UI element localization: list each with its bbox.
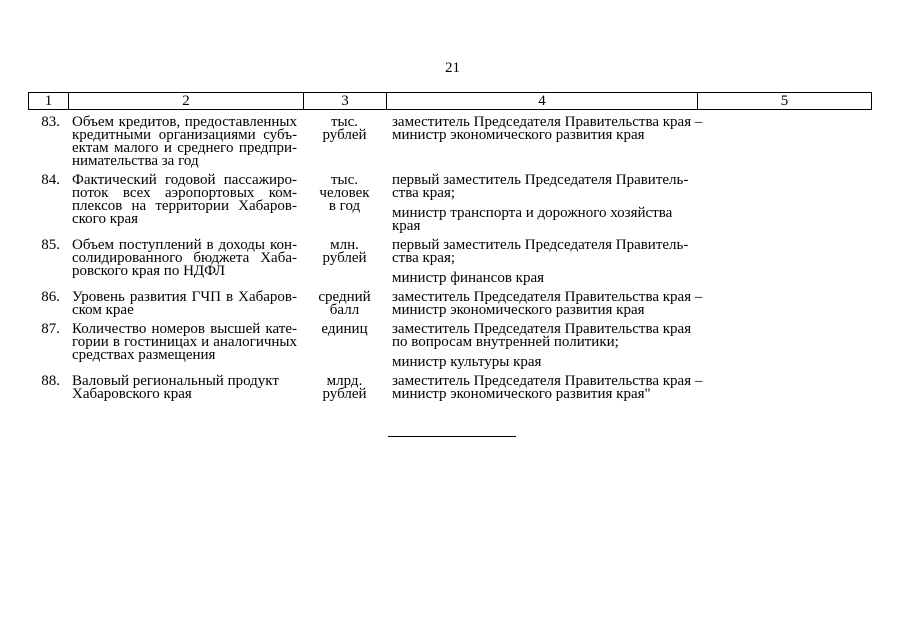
responsible-line: заместитель Председателя Правительства края [392,321,692,337]
notes-cell [697,375,872,401]
header-cell-5: 5 [697,92,872,110]
responsible-paragraph [392,289,703,318]
indicator-line: ектам малого и среднего предпри- [72,140,297,156]
row-number: 85. [41,237,60,253]
responsible-official [386,323,697,369]
footer-rule [388,436,516,437]
indicator-line: ровского края по НДФЛ [72,263,226,279]
responsible-line: министр финансов края [392,270,545,286]
table-row [28,375,872,401]
unit-of-measure [303,174,386,233]
notes-cell [697,116,872,168]
row-number: 86. [41,289,60,305]
responsible-paragraph [392,323,697,349]
unit-line: человек [319,185,370,201]
indicator-line: Объем поступлений в доходы кон- [72,237,297,253]
header-cell-4: 4 [386,92,697,110]
table-row [28,323,872,369]
responsible-line: министр экономического развития края [392,127,645,143]
notes-cell [697,239,872,285]
responsible-official [386,114,703,168]
row-number: 83. [41,114,60,130]
unit-of-measure [303,323,386,369]
indicator-line: солидированного бюджета Хаба- [72,250,297,266]
responsible-paragraph [392,373,703,402]
header-cell-3: 3 [303,92,386,110]
unit-of-measure [303,375,386,401]
unit-of-measure [303,116,386,168]
row-number: 88. [41,373,60,389]
indicators-table [28,92,872,401]
unit-line: в год [328,198,361,214]
responsible-line: министр экономического развития края [392,302,645,318]
unit-of-measure [303,291,386,317]
responsible-line: ства края; [392,185,456,201]
indicator-line: Уровень развития ГЧП в Хабаров- [72,289,297,305]
responsible-line: первый заместитель Председателя Правитель- [392,172,689,188]
unit-line: балл [329,302,360,318]
responsible-line: министр культуры края [392,354,542,370]
indicator-line: средствах размещения [72,347,216,363]
responsible-line: министр транспорта и дорожного хозяйства [392,205,673,221]
table-row [28,239,872,285]
responsible-line: министр экономического развития края" [392,386,651,402]
notes-cell [697,291,872,317]
table-header-row [28,92,872,110]
indicator-line: гории в гостиницах и аналогичных [72,334,297,350]
responsible-line: края [392,218,421,234]
notes-cell [697,323,872,369]
table-row [28,291,872,317]
unit-line: единиц [321,321,368,337]
notes-cell [697,174,872,233]
indicator-line: Валовый региональный продукт [72,373,279,389]
responsible-line: заместитель Председателя Правительства края – [392,289,703,305]
indicator-line: Объем кредитов, предоставленных [72,114,297,130]
table-row [28,174,872,233]
responsible-paragraph [392,174,697,200]
responsible-paragraph [392,114,703,143]
responsible-official [386,174,697,233]
page-number: 21 [445,60,460,76]
unit-line: рублей [322,250,367,266]
responsible-official [386,239,697,285]
responsible-line: ства края; [392,250,456,266]
indicator-line: плексов на территории Хабаров- [72,198,297,214]
indicator-name [68,239,303,285]
unit-line: тыс. [330,172,359,188]
indicator-line: Фактический годовой пассажиро- [72,172,297,188]
unit-line: тыс. [330,114,359,130]
indicator-name [68,174,303,233]
unit-line: рублей [322,386,367,402]
indicator-line: ском крае [72,302,134,318]
indicator-name [68,375,303,401]
indicator-line: нимательства за год [72,153,199,169]
unit-line: млрд. [326,373,363,389]
unit-line: рублей [322,127,367,143]
table-row [28,116,872,168]
indicator-line: кредитными организациями субъ- [72,127,297,143]
indicator-name [68,323,303,369]
responsible-line: по вопросам внутренней политики; [392,334,619,350]
indicator-line: поток всех аэропортовых ком- [72,185,297,201]
indicator-name [68,116,303,168]
unit-of-measure [303,239,386,285]
responsible-paragraph [392,356,697,369]
responsible-paragraph [392,239,697,265]
responsible-official [386,373,703,402]
header-cell-2: 2 [68,92,303,110]
responsible-official [386,289,703,318]
indicator-line: ского края [72,211,139,227]
row-number: 84. [41,172,60,188]
responsible-line: заместитель Председателя Правительства края – [392,114,703,130]
responsible-paragraph [392,272,697,285]
header-cell-1: 1 [28,92,68,110]
responsible-line: заместитель Председателя Правительства края – [392,373,703,389]
unit-line: млн. [330,237,359,253]
indicator-name [68,291,303,317]
unit-line: средний [318,289,371,305]
responsible-paragraph [392,207,697,233]
row-number: 87. [41,321,60,337]
indicator-line: Количество номеров высшей кате- [72,321,297,337]
indicator-line: Хабаровского края [72,386,192,402]
responsible-line: первый заместитель Председателя Правитель- [392,237,689,253]
